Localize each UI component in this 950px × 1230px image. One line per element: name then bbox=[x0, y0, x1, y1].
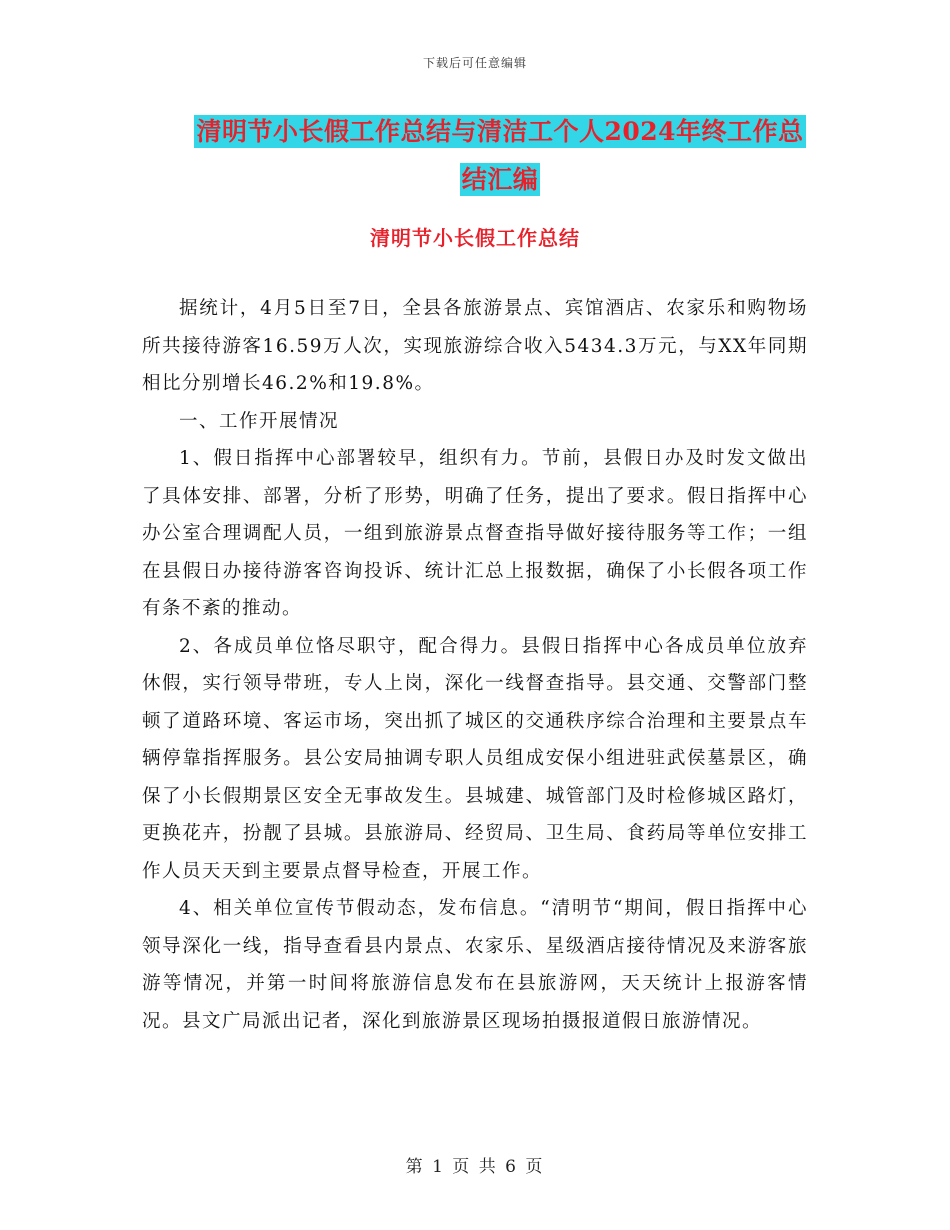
main-title-line-2: 结汇编 bbox=[461, 165, 539, 194]
paragraph-heading-work: 一、工作开展情况 bbox=[179, 410, 340, 432]
paragraph-statistics: 据统计，4月5日至7日，全县各旅游景点、宾馆酒店、农家乐和购物场所共接待游客16.59万人次，实现旅游综合收入5434.3万元，与XX年同期相比分别增长46.2%和19.8%。 bbox=[142, 298, 808, 394]
main-title-line-1: 清明节小长假工作总结与清洁工个人2024年终工作总 bbox=[196, 117, 804, 146]
page-indicator: 第 1 页 共 6 页 bbox=[405, 1157, 545, 1177]
section-title: 清明节小长假工作总结 bbox=[370, 226, 580, 250]
header-note: 下载后可任意编辑 bbox=[422, 56, 527, 70]
document-main-title bbox=[140, 108, 860, 204]
document-body bbox=[142, 290, 808, 1040]
paragraph-item-4: 4、相关单位宣传节假动态，发布信息。“清明节“期间，假日指挥中心领导深化一线，指导查看县内景点、农家乐、星级酒店接待情况及来游客旅游等情况，并第一时间将旅游信息发布在县旅游网，天天统计上报游客情况。县文广局派出记者，深化到旅游景区现场拍摄报道假日旅游情况。 bbox=[142, 898, 808, 1032]
paragraph-item-2: 2、各成员单位恪尽职守，配合得力。县假日指挥中心各成员单位放弃休假，实行领导带班，专人上岗，深化一线督查指导。县交通、交警部门整顿了道路环境、客运市场，突出抓了城区的交通秩序综合治理和主要景点车辆停靠指挥服务。县公安局抽调专职人员组成安保小组进驻武侯墓景区，确保了小长假期景区安全无事故发生。县城建、城管部门及时检修城区路灯，更换花卉，扮靓了县城。县旅游局、经贸局、卫生局、食药局等单位安排工作人员天天到主要景点督导检查，开展工作。 bbox=[142, 635, 808, 882]
paragraph-item-1: 1、假日指挥中心部署较早，组织有力。节前，县假日办及时发文做出了具体安排、部署，分析了形势，明确了任务，提出了要求。假日指挥中心办公室合理调配人员，一组到旅游景点督查指导做好接待服务等工作；一组在县假日办接待游客咨询投诉、统计汇总上报数据，确保了小长假各项工作有条不紊的推动。 bbox=[142, 448, 808, 619]
